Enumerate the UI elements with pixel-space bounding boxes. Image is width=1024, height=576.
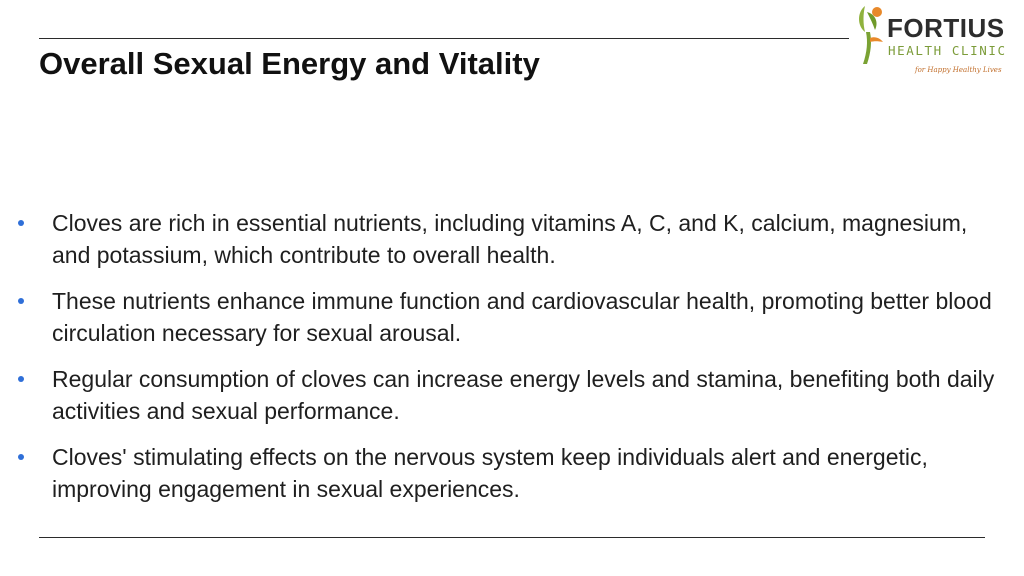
bullet-dot-icon xyxy=(18,220,24,226)
logo-tagline: for Happy Healthy Lives xyxy=(915,66,1002,74)
bullet-text: Regular consumption of cloves can increase energy levels and stamina, benefiting both daily activities and sexual performance. xyxy=(52,366,995,424)
list-item xyxy=(0,207,1024,271)
clinic-logo xyxy=(853,2,1023,82)
leaf-figure-icon xyxy=(853,2,887,68)
bullet-text: Cloves' stimulating effects on the nervous system keep individuals alert and energetic, improving engagement in sexual experiences. xyxy=(52,444,928,502)
logo-name: FORTIUS xyxy=(887,13,1005,43)
bullet-text: Cloves are rich in essential nutrients, including vitamins A, C, and K, calcium, magnesium, and potassium, which contribute to overall health. xyxy=(52,210,968,268)
logo-subtitle: HEALTH CLINIC xyxy=(888,43,1007,58)
bullet-dot-icon xyxy=(18,298,24,304)
list-item xyxy=(0,285,1024,349)
bullet-dot-icon xyxy=(18,454,24,460)
bottom-divider xyxy=(39,537,985,538)
bullet-text: These nutrients enhance immune function and cardiovascular health, promoting better blood circulation necessary for sexual arousal. xyxy=(52,288,992,346)
bullet-dot-icon xyxy=(18,376,24,382)
top-divider xyxy=(39,38,849,39)
bullet-list xyxy=(0,207,1024,519)
list-item xyxy=(0,363,1024,427)
slide-title: Overall Sexual Energy and Vitality xyxy=(39,46,540,81)
list-item xyxy=(0,441,1024,505)
